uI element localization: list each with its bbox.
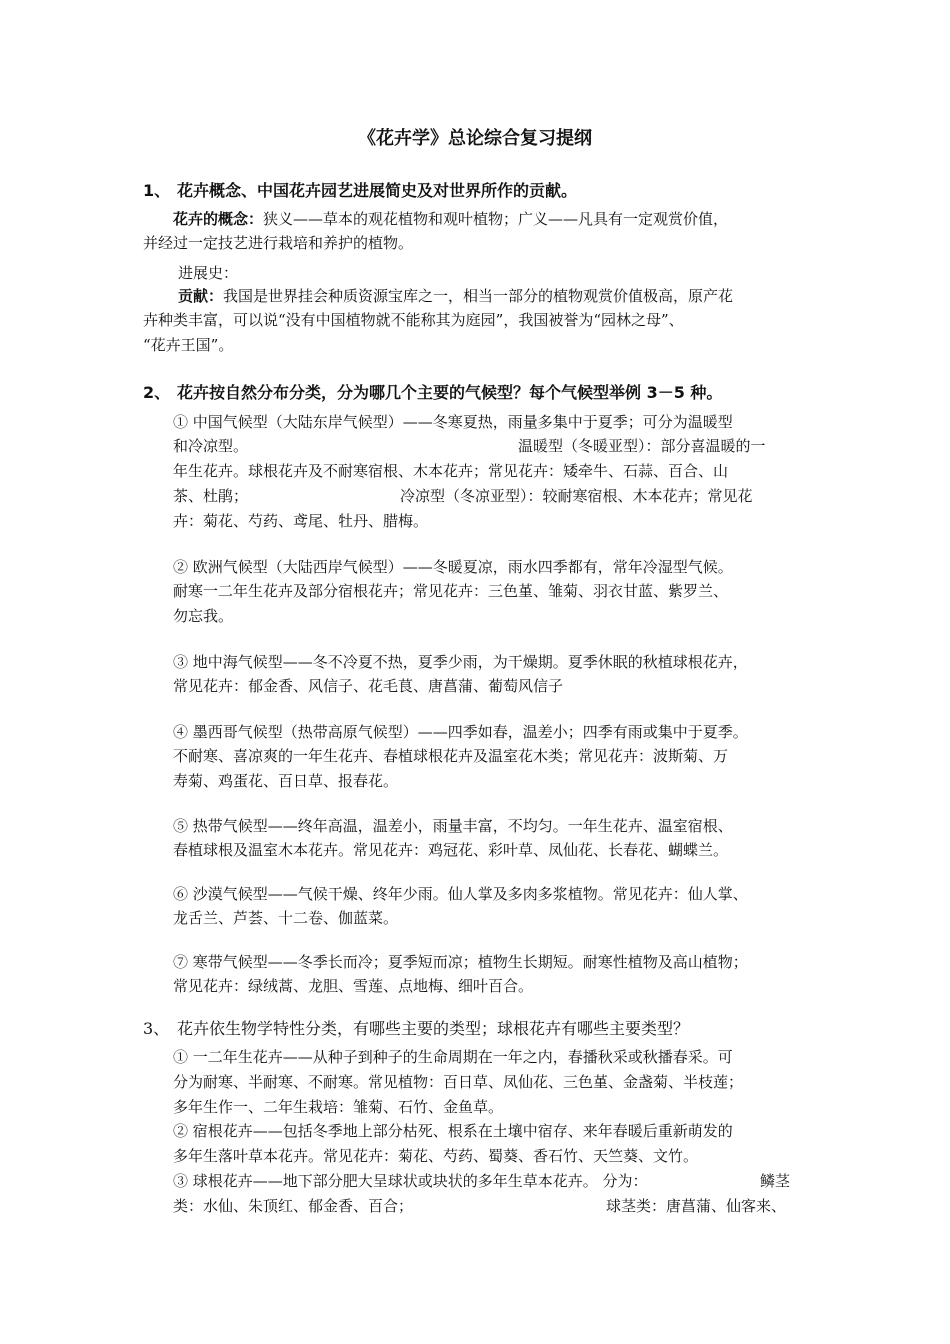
section-number: 2、 <box>143 383 171 402</box>
climate-desert-line-1: ⑥ 沙漠气候型——气候干燥、终年少雨。仙人掌及多肉多浆植物。常见花卉：仙人掌、 <box>173 885 748 903</box>
climate-tropical-line-1: ⑤ 热带气候型——终年高温，温差小，雨量丰富，不均匀。一年生花卉、温室宿根、 <box>173 817 733 835</box>
climate-desert-line-2: 龙舌兰、芦荟、十二卷、伽蓝菜。 <box>173 909 399 927</box>
climate-europe-line-2: 耐寒一二年生花卉及部分宿根花卉；常见花卉：三色堇、雏菊、羽衣甘蓝、紫罗兰、 <box>173 582 729 600</box>
climate-mediterranean-line-2: 常见花卉：郁金香、风信子、花毛茛、唐菖蒲、葡萄风信子 <box>173 677 564 695</box>
type-line-3: 多年生作一、二年生栽培：雏菊、石竹、金鱼草。 <box>173 1098 504 1116</box>
section-title: 花卉概念、中国花卉园艺进展简史及对世界所作的贡献。 <box>177 181 578 200</box>
climate-cold-line-2: 常见花卉：绿绒蒿、龙胆、雪莲、点地梅、细叶百合。 <box>173 977 534 995</box>
section-2-heading <box>143 382 722 404</box>
climate-europe-line-3: 勿忘我。 <box>173 607 234 625</box>
climate-tropical-line-2: 春植球根及温室木本花卉。常见花卉：鸡冠花、彩叶草、凤仙花、长春花、蝴蝶兰。 <box>173 841 729 859</box>
climate-mexico-line-2: 不耐寒、喜凉爽的一年生花卉、春植球根花卉及温室花木类；常见花卉：波斯菊、万 <box>173 747 729 765</box>
type-line-7: 类：水仙、朱顶红、郁金香、百合； <box>173 1197 414 1215</box>
type-line-6b: 鳞茎 <box>760 1172 791 1190</box>
section-3-heading <box>143 1018 689 1040</box>
contribution-line-2: 卉种类丰富，可以说“没有中国植物就不能称其为庭园”，我国被誉为“园林之母”、 <box>143 311 684 329</box>
section-number: 3、 <box>143 1019 170 1038</box>
section-1-heading <box>143 180 577 202</box>
climate-china-line-2b: 温暖型（冬暖亚型）：部分喜温暖的一 <box>518 437 766 455</box>
concept-label: 花卉的概念： <box>173 210 264 228</box>
section-number: 1、 <box>143 181 171 200</box>
history-label: 进展史： <box>178 264 239 282</box>
type-line-5: 多年生落叶草本花卉。常见花卉：菊花、芍药、蜀葵、香石竹、天竺葵、文竹。 <box>173 1147 699 1165</box>
type-line-1: ① 一二年生花卉——从种子到种子的生命周期在一年之内，春播秋采或秋播春采。可 <box>173 1048 733 1066</box>
climate-mexico-line-1: ④ 墨西哥气候型（热带高原气候型）——四季如春，温差小；四季有雨或集中于夏季。 <box>173 723 748 741</box>
contribution-line-3: “花卉王国”。 <box>143 336 234 354</box>
concept-text: 狭义——草本的观花植物和观叶植物；广义——凡具有一定观赏价值， <box>263 210 729 228</box>
climate-mexico-line-3: 寿菊、鸡蛋花、百日草、报春花。 <box>173 772 399 790</box>
climate-mediterranean-line-1: ③ 地中海气候型——冬不冷夏不热，夏季少雨，为干燥期。夏季休眠的秋植球根花卉， <box>173 653 748 671</box>
concept-line-1 <box>173 208 728 230</box>
contribution-line-1 <box>178 285 733 307</box>
type-line-4: ② 宿根花卉——包括冬季地上部分枯死、根系在土壤中宿存、来年春暖后重新萌发的 <box>173 1122 733 1140</box>
climate-china-line-3: 年生花卉。球根花卉及不耐寒宿根、木本花卉；常见花卉：矮牵牛、石蒜、百合、山 <box>173 462 729 480</box>
climate-china-line-5: 卉：菊花、芍药、鸢尾、牡丹、腊梅。 <box>173 512 429 530</box>
climate-china-line-2: 和冷凉型。 <box>173 437 249 455</box>
section-title: 花卉按自然分布分类，分为哪几个主要的气候型？每个气候型举例 3－5 种。 <box>177 383 723 402</box>
climate-cold-line-1: ⑦ 寒带气候型——冬季长而冷；夏季短而凉；植物生长期短。耐寒性植物及高山植物； <box>173 953 748 971</box>
contribution-label: 贡献： <box>178 287 224 305</box>
concept-line-2: 并经过一定技艺进行栽培和养护的植物。 <box>143 234 414 252</box>
contribution-text: 我国是世界挂会种质资源宝库之一，相当一部分的植物观赏价值极高，原产花 <box>223 287 734 305</box>
climate-china-line-1: ① 中国气候型（大陆东岸气候型）——冬寒夏热，雨量多集中于夏季；可分为温暖型 <box>173 413 733 431</box>
type-line-6: ③ 球根花卉——地下部分肥大呈球状或块状的多年生草本花卉。 分为： <box>173 1172 648 1190</box>
climate-europe-line-1: ② 欧洲气候型（大陆西岸气候型）——冬暖夏凉，雨水四季都有，常年冷湿型气候。 <box>173 558 733 576</box>
section-title: 花卉依生物学特性分类，有哪些主要的类型；球根花卉有哪些主要类型？ <box>177 1019 690 1038</box>
type-line-2: 分为耐寒、半耐寒、不耐寒。常见植物：百日草、凤仙花、三色堇、金盏菊、半枝莲； <box>173 1073 744 1091</box>
climate-china-line-4b: 冷凉型（冬凉亚型）：较耐寒宿根、木本花卉；常见花 <box>400 487 753 505</box>
type-line-7b: 球茎类：唐菖蒲、仙客来、 <box>606 1197 787 1215</box>
page-title: 《花卉学》总论综合复习提纲 <box>358 128 592 149</box>
climate-china-line-4: 茶、杜鹃； <box>173 487 249 505</box>
